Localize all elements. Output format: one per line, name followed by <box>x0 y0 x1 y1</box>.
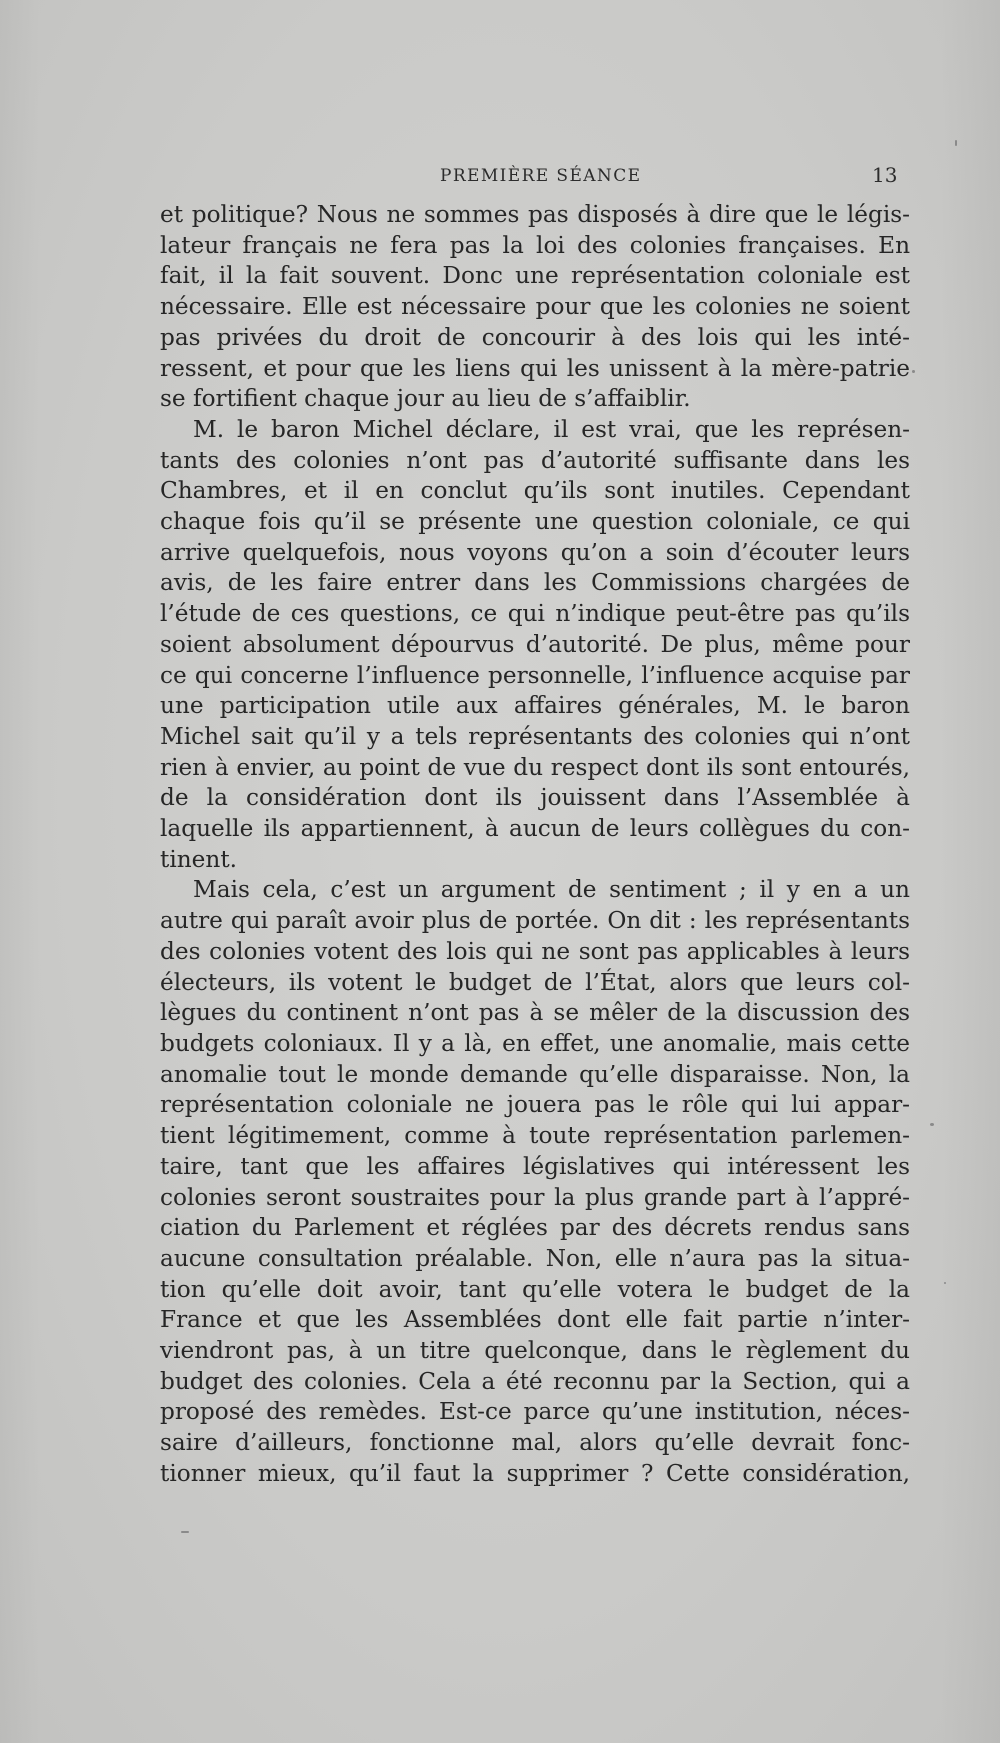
text-line: tion qu’elle doit avoir, tant qu’elle votera le budget de la <box>160 1275 910 1303</box>
text-line: anomalie tout le monde demande qu’elle disparaisse. Non, la <box>160 1060 910 1088</box>
text-line: rien à envier, au point de vue du respect dont ils sont entourés, <box>160 753 910 781</box>
text-line: soient absolument dépourvus d’autorité. De plus, même pour <box>160 630 910 658</box>
running-header: PREMIÈRE SÉANCE <box>440 166 642 186</box>
text-line: budgets coloniaux. Il y a là, en effet, une anomalie, mais cette <box>160 1029 910 1057</box>
text-line: tants des colonies n’ont pas d’autorité suffisante dans les <box>160 446 910 474</box>
text-line: électeurs, ils votent le budget de l’État, alors que leurs col- <box>160 968 910 996</box>
paper-speck <box>944 1282 946 1284</box>
text-line: avis, de les faire entrer dans les Commissions chargées de <box>160 569 910 597</box>
text-line: Mais cela, c’est un argument de sentiment ; il y en a un <box>193 876 910 904</box>
text-line: ce qui concerne l’influence personnelle, l’influence acquise par <box>160 661 910 689</box>
text-line: budget des colonies. Cela a été reconnu par la Section, qui a <box>160 1367 910 1395</box>
text-line: laquelle ils appartiennent, à aucun de leurs collègues du con- <box>160 815 910 843</box>
paper-speck <box>181 1531 189 1533</box>
text-line: Michel sait qu’il y a tels représentants des colonies qui n’ont <box>160 722 910 750</box>
text-line: et politique? Nous ne sommes pas disposés à dire que le légis- <box>160 201 910 228</box>
text-line: France et que les Assemblées dont elle fait partie n’inter- <box>160 1306 910 1334</box>
text-line: pas privées du droit de concourir à des lois qui les inté- <box>160 323 910 351</box>
text-line: saire d’ailleurs, fonctionne mal, alors qu’elle devrait fonc- <box>160 1429 910 1457</box>
text-line: aucune consultation préalable. Non, elle n’aura pas la situa- <box>160 1244 910 1272</box>
text-line: fait, il la fait souvent. Donc une représentation coloniale est <box>160 262 910 290</box>
text-line: se fortifient chaque jour au lieu de s’affaiblir. <box>160 385 691 413</box>
text-line: autre qui paraît avoir plus de portée. On dit : les représentants <box>160 907 910 935</box>
paper-speck <box>930 1123 934 1126</box>
text-line: tinent. <box>160 845 238 873</box>
text-line: des colonies votent des lois qui ne sont pas applicables à leurs <box>160 937 910 965</box>
text-line: une participation utile aux affaires générales, M. le baron <box>160 692 910 720</box>
text-line: colonies seront soustraites pour la plus grande part à l’appré- <box>160 1183 910 1211</box>
text-line: de la considération dont ils jouissent dans l’Assemblée à <box>160 784 910 812</box>
text-line: M. le baron Michel déclare, il est vrai, que les représen- <box>193 415 910 443</box>
text-line: l’étude de ces questions, ce qui n’indique peut-être pas qu’ils <box>160 600 910 628</box>
text-line: lègues du continent n’ont pas à se mêler de la discussion des <box>160 999 910 1027</box>
text-line: nécessaire. Elle est nécessaire pour que les colonies ne soient <box>160 293 910 321</box>
paper-speck <box>912 370 915 373</box>
paper-speck <box>955 140 957 146</box>
text-line: proposé des remèdes. Est-ce parce qu’une institution, néces- <box>160 1398 910 1426</box>
text-line: viendront pas, à un titre quelconque, dans le règlement du <box>160 1337 910 1365</box>
text-line: Chambres, et il en conclut qu’ils sont inutiles. Cependant <box>160 477 910 505</box>
text-line: chaque fois qu’il se présente une question coloniale, ce qui <box>160 508 910 536</box>
text-line: arrive quelquefois, nous voyons qu’on a soin d’écouter leurs <box>160 538 910 566</box>
text-line: ressent, et pour que les liens qui les unissent à la mère-patrie <box>160 354 910 382</box>
text-line: ciation du Parlement et réglées par des décrets rendus sans <box>160 1214 910 1242</box>
text-line: taire, tant que les affaires législatives qui intéressent les <box>160 1152 910 1180</box>
page-number: 13 <box>872 163 898 187</box>
text-line: tient légitimement, comme à toute représentation parlemen- <box>160 1122 910 1150</box>
text-line: tionner mieux, qu’il faut la supprimer ? Cette considération, <box>160 1459 910 1487</box>
body-text <box>160 200 910 1490</box>
text-line: lateur français ne fera pas la loi des colonies françaises. En <box>160 231 910 259</box>
text-line: représentation coloniale ne jouera pas le rôle qui lui appar- <box>160 1091 910 1119</box>
